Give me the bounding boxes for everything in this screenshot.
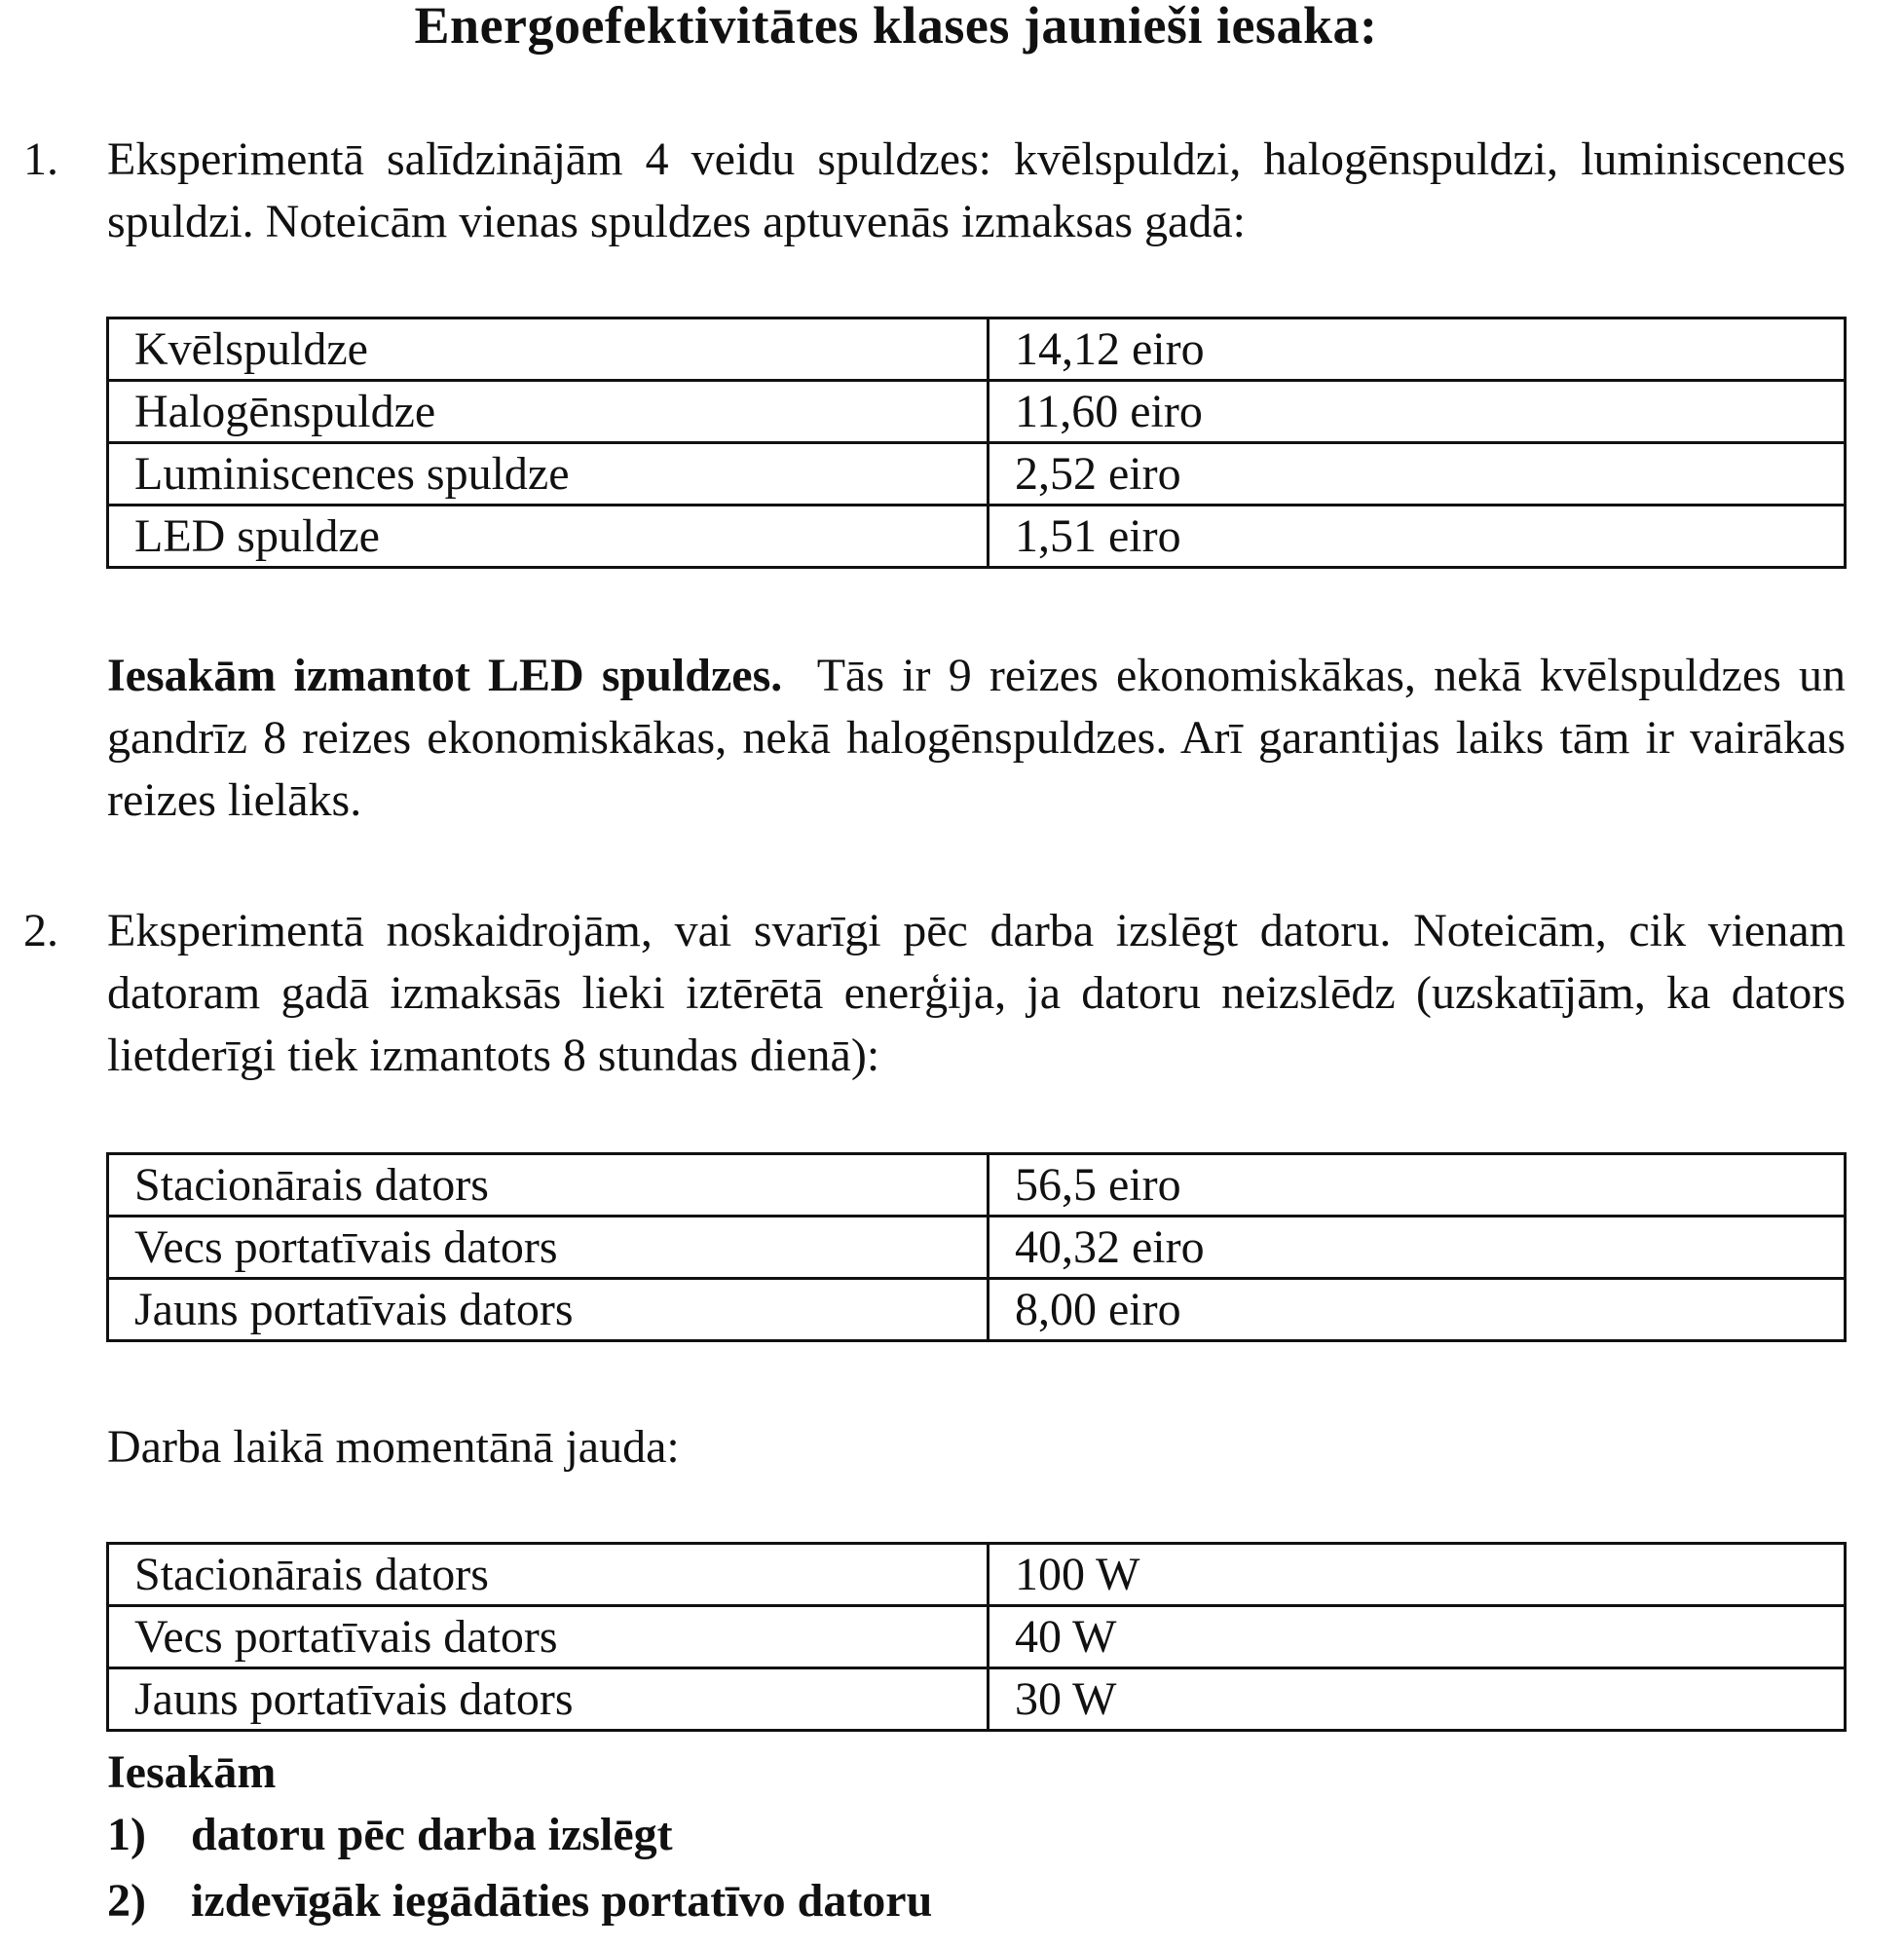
table-row xyxy=(108,1606,1846,1668)
table-row xyxy=(108,1217,1846,1279)
section-2-intro: Eksperimentā noskaidrojām, vai svarīgi pēc darba izslēgt datoru. Noteicām, cik vienam datoram gadā izmaksās lieki iztērētā enerģija, ja datoru neizslēdz (uzskatījām, ka dators lietderīgi tiek izmantots 8 stundas dienā): xyxy=(107,905,1846,1081)
table-cell-value: 11,60 eiro xyxy=(989,381,1846,443)
table-cell-value: 2,52 eiro xyxy=(989,443,1846,506)
table-row xyxy=(108,1279,1846,1341)
power-heading: Darba laikā momentānā jauda: xyxy=(107,1421,680,1473)
table-cell-value: 40 W xyxy=(989,1606,1846,1668)
section-1-number: 1. xyxy=(23,133,58,185)
recommend-heading: Iesakām xyxy=(107,1746,277,1798)
table-row xyxy=(108,1668,1846,1731)
section-1-recommendation xyxy=(107,645,1846,832)
table-cell-name: Halogēnspuldze xyxy=(108,381,989,443)
table-row xyxy=(108,443,1846,506)
table-cell-name: Vecs portatīvais dators xyxy=(108,1217,989,1279)
bulb-cost-table xyxy=(106,317,1847,569)
table-cell-value: 100 W xyxy=(989,1544,1846,1606)
table-cell-value: 14,12 eiro xyxy=(989,318,1846,381)
section-2-number: 2. xyxy=(23,905,58,956)
table-row xyxy=(108,381,1846,443)
table-cell-value: 56,5 eiro xyxy=(989,1154,1846,1217)
table-cell-name: Jauns portatīvais dators xyxy=(108,1279,989,1341)
table-cell-name: Stacionārais dators xyxy=(108,1544,989,1606)
computer-cost-table xyxy=(106,1152,1847,1342)
table-cell-value: 40,32 eiro xyxy=(989,1217,1846,1279)
table-cell-value: 8,00 eiro xyxy=(989,1279,1846,1341)
recommendation-item: izdevīgāk iegādāties portatīvo datoru xyxy=(191,1875,933,1927)
table-cell-name: Stacionārais dators xyxy=(108,1154,989,1217)
table-row xyxy=(108,1154,1846,1217)
table-cell-name: Luminiscences spuldze xyxy=(108,443,989,506)
computer-power-table xyxy=(106,1542,1847,1732)
table-row xyxy=(108,1544,1846,1606)
table-row xyxy=(108,318,1846,381)
section-1-intro: Eksperimentā salīdzinājām 4 veidu spuldzes: kvēlspuldzi, halogēnspuldzi, luminiscences spuldzi. Noteicām vienas spuldzes aptuvenās izmaksas gadā: xyxy=(107,133,1846,247)
table-cell-value: 30 W xyxy=(989,1668,1846,1731)
recommendation-body-text: Tās ir 9 reizes ekonomiskākas, nekā kvēlspuldzes un gandrīz 8 reizes ekonomiskākas, nekā halogēnspuldzes. Arī garantijas laiks tām ir vairākas reizes lielāks. xyxy=(107,650,1846,826)
table-cell-name: LED spuldze xyxy=(108,506,989,568)
table-cell-name: Kvēlspuldze xyxy=(108,318,989,381)
recommendation-number: 1) xyxy=(107,1809,146,1860)
table-cell-value: 1,51 eiro xyxy=(989,506,1846,568)
table-row xyxy=(108,506,1846,568)
table-cell-name: Vecs portatīvais dators xyxy=(108,1606,989,1668)
table-cell-name: Jauns portatīvais dators xyxy=(108,1668,989,1731)
document-title: Energoefektivitātes klases jaunieši iesaka: xyxy=(414,0,1378,55)
recommendation-number: 2) xyxy=(107,1875,146,1927)
recommendation-bold-text: Iesakām izmantot LED spuldzes. xyxy=(107,650,783,701)
recommendation-item: datoru pēc darba izslēgt xyxy=(191,1809,673,1860)
